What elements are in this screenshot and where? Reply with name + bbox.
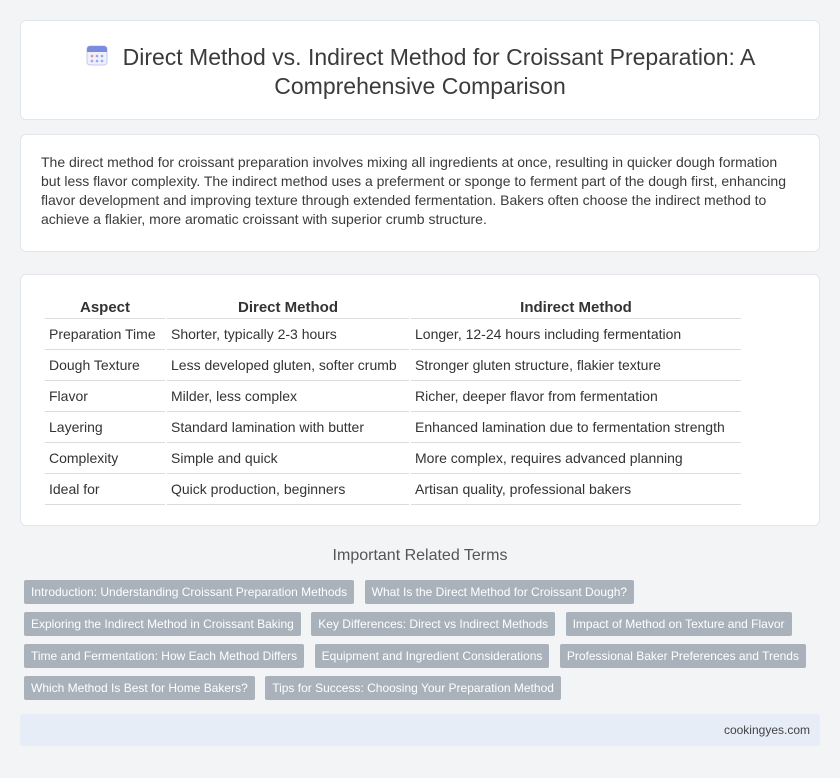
- cell-direct: Standard lamination with butter: [167, 412, 409, 443]
- calendar-icon: [85, 43, 109, 67]
- footer-site-link[interactable]: cookingyes.com: [723, 723, 810, 737]
- tag-row: [24, 580, 824, 612]
- table-row: [45, 319, 741, 350]
- comparison-card: [20, 274, 820, 526]
- cell-indirect: Enhanced lamination due to fermentation strength: [411, 412, 741, 443]
- cell-indirect: Stronger gluten structure, flakier texture: [411, 350, 741, 381]
- related-term-link[interactable]: Introduction: Understanding Croissant Preparation Methods: [24, 580, 354, 604]
- cell-aspect: Complexity: [45, 443, 165, 474]
- cell-aspect: Preparation Time: [45, 319, 165, 350]
- cell-indirect: Richer, deeper flavor from fermentation: [411, 381, 741, 412]
- related-term-link[interactable]: Time and Fermentation: How Each Method Differs: [24, 644, 304, 668]
- related-terms-list: [24, 580, 824, 708]
- cell-direct: Simple and quick: [167, 443, 409, 474]
- table-row: [45, 350, 741, 381]
- table-row: [45, 443, 741, 474]
- cell-direct: Shorter, typically 2-3 hours: [167, 319, 409, 350]
- header-aspect: Aspect: [45, 295, 165, 319]
- table-row: [45, 474, 741, 505]
- cell-indirect: Artisan quality, professional bakers: [411, 474, 741, 505]
- title-card: [20, 20, 820, 120]
- footer-bar: [20, 714, 820, 746]
- tag-row: [24, 644, 824, 676]
- cell-aspect: Dough Texture: [45, 350, 165, 381]
- cell-aspect: Flavor: [45, 381, 165, 412]
- cell-indirect: More complex, requires advanced planning: [411, 443, 741, 474]
- related-term-link[interactable]: Tips for Success: Choosing Your Preparation Method: [265, 676, 561, 700]
- intro-card: [20, 134, 820, 252]
- related-term-link[interactable]: Equipment and Ingredient Considerations: [315, 644, 550, 668]
- header-indirect-method: Indirect Method: [411, 295, 741, 319]
- cell-aspect: Layering: [45, 412, 165, 443]
- table-row: [45, 381, 741, 412]
- cell-direct: Quick production, beginners: [167, 474, 409, 505]
- related-term-link[interactable]: Impact of Method on Texture and Flavor: [566, 612, 792, 636]
- cell-direct: Milder, less complex: [167, 381, 409, 412]
- table-row: [45, 412, 741, 443]
- page-title-wrap: [61, 43, 779, 101]
- tag-row: [24, 676, 824, 708]
- related-term-link[interactable]: Professional Baker Preferences and Trends: [560, 644, 806, 668]
- comparison-table: [43, 295, 743, 505]
- table-header-row: [45, 295, 741, 319]
- related-term-link[interactable]: What Is the Direct Method for Croissant Dough?: [365, 580, 634, 604]
- cell-indirect: Longer, 12-24 hours including fermentation: [411, 319, 741, 350]
- related-terms-heading: Important Related Terms: [332, 547, 508, 564]
- tag-row: [24, 612, 824, 644]
- cell-aspect: Ideal for: [45, 474, 165, 505]
- page-title: Direct Method vs. Indirect Method for Croissant Preparation: A Comprehensive Comparison: [122, 44, 756, 99]
- intro-paragraph: The direct method for croissant preparation involves mixing all ingredients at once, resulting in quicker dough formation but less flavor complexity. The indirect method uses a preferment or sponge to ferment part of the dough first, enhancing flavor development and improving texture through extended fermentation. Bakers often choose the indirect method to achieve a flakier, more aromatic croissant with superior crumb structure.: [41, 154, 786, 227]
- cell-direct: Less developed gluten, softer crumb: [167, 350, 409, 381]
- related-term-link[interactable]: Which Method Is Best for Home Bakers?: [24, 676, 255, 700]
- header-direct-method: Direct Method: [167, 295, 409, 319]
- related-term-link[interactable]: Exploring the Indirect Method in Croissant Baking: [24, 612, 301, 636]
- related-term-link[interactable]: Key Differences: Direct vs Indirect Methods: [311, 612, 555, 636]
